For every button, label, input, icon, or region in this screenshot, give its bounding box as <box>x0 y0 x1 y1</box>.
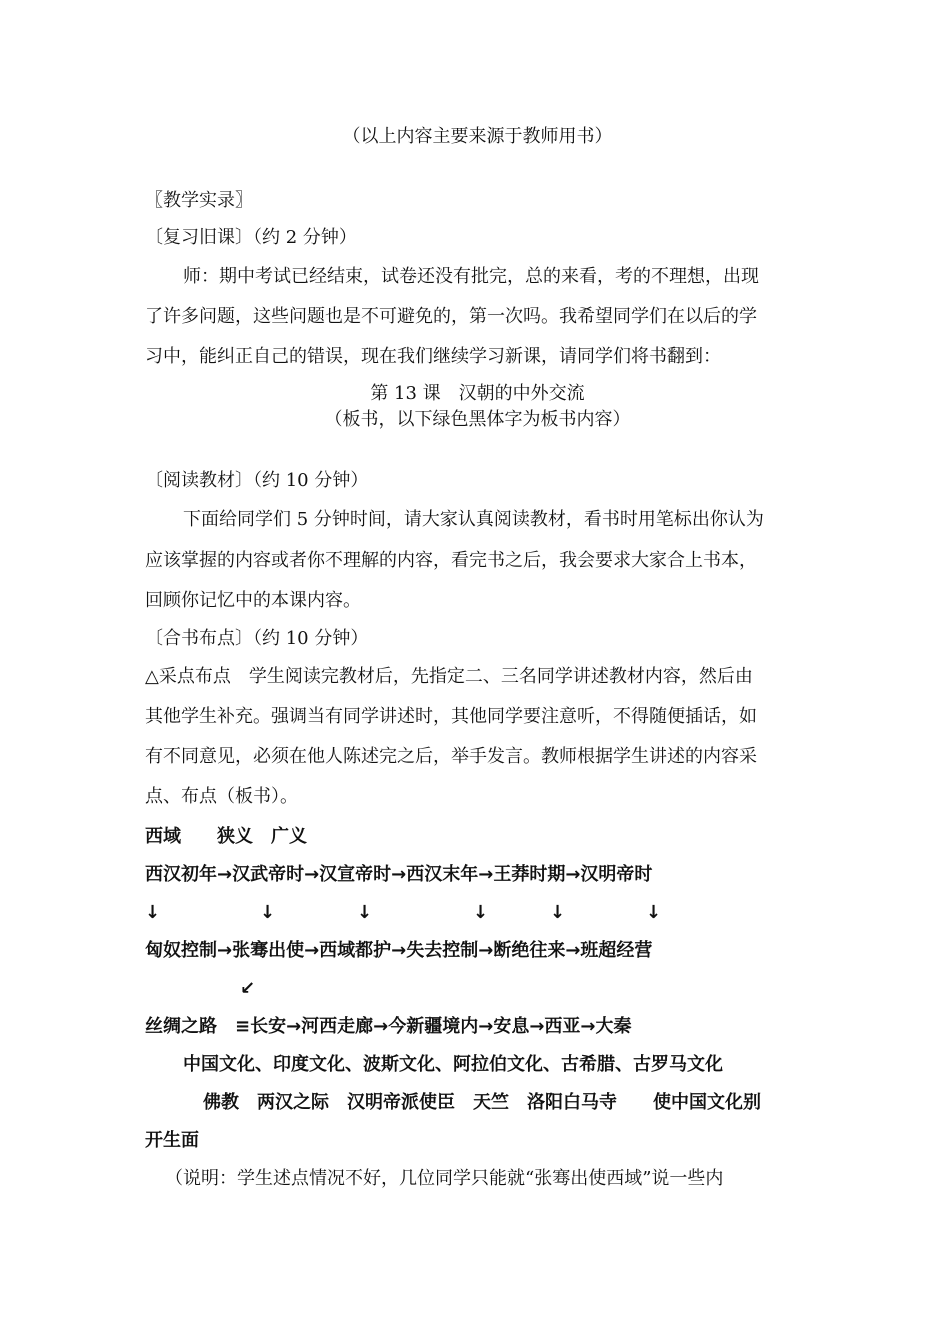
board-arrow-row <box>145 902 810 924</box>
board-line-silk-road: 丝绸之路 ≡长安→河西走廊→今新疆境内→安息→西亚→大秦 <box>145 1016 632 1037</box>
board-line-buddhism-cont: 开生面 <box>145 1130 199 1151</box>
down-arrow-icon: ↓ <box>260 902 276 923</box>
down-arrow-icon: ↓ <box>646 902 662 923</box>
closing-paragraph-line: △采点布点 学生阅读完教材后，先指定二、三名同学讲述教材内容，然后由 <box>145 666 753 687</box>
down-arrow-icon: ↓ <box>145 902 161 923</box>
down-arrow-icon: ↓ <box>473 902 489 923</box>
lesson-title: 第 13 课 汉朝的中外交流 <box>370 383 585 404</box>
board-line-cultures: 中国文化、印度文化、波斯文化、阿拉伯文化、古希腊、古罗马文化 <box>183 1054 723 1075</box>
reading-paragraph-line: 应该掌握的内容或者你不理解的内容，看完书之后，我会要求大家合上书本， <box>145 550 757 571</box>
board-line-western-regions: 西域 狭义 广义 <box>145 826 307 847</box>
closing-paragraph-line: 点、布点（板书）。 <box>145 786 298 807</box>
down-arrow-icon: ↓ <box>357 902 373 923</box>
reading-paragraph-line: 回顾你记忆中的本课内容。 <box>145 590 361 611</box>
explanation-line: （说明：学生述点情况不好，几位同学只能就“张骞出使西域”说一些内 <box>165 1168 724 1189</box>
closing-paragraph-line: 有不同意见，必须在他人陈述完之后，举手发言。教师根据学生讲述的内容采 <box>145 746 757 767</box>
reading-heading: 〔阅读教材〕（约 10 分钟） <box>145 470 369 491</box>
board-line-events: 匈奴控制→张骞出使→西域都护→失去控制→断绝往来→班超经营 <box>145 940 653 961</box>
lesson-note: （板书，以下绿色黑体字为板书内容） <box>324 409 631 430</box>
review-paragraph-line: 习中，能纠正自己的错误，现在我们继续学习新课，请同学们将书翻到： <box>145 346 721 367</box>
review-paragraph-line: 了许多问题，这些问题也是不可避免的，第一次吗。我希望同学们在以后的学 <box>145 306 757 327</box>
board-line-buddhism: 佛教 两汉之际 汉明帝派使臣 天竺 洛阳白马寺 使中国文化别 <box>203 1092 761 1113</box>
review-paragraph-line: 师：期中考试已经结束，试卷还没有批完，总的来看，考的不理想，出现 <box>183 266 759 287</box>
closing-paragraph-line: 其他学生补充。强调当有同学讲述时，其他同学要注意听，不得随便插话，如 <box>145 706 757 727</box>
board-line-periods: 西汉初年→汉武帝时→汉宣帝时→西汉末年→王莽时期→汉明帝时 <box>145 864 653 885</box>
section-title: 〖教学实录〗 <box>145 190 253 211</box>
diagonal-arrow-icon: ↙ <box>240 978 256 999</box>
closing-heading: 〔合书布点〕（约 10 分钟） <box>145 628 369 649</box>
reading-paragraph-line: 下面给同学们 5 分钟时间，请大家认真阅读教材，看书时用笔标出你认为 <box>183 509 764 530</box>
source-note: （以上内容主要来源于教师用书） <box>342 126 613 147</box>
review-heading: 〔复习旧课〕（约 2 分钟） <box>145 227 357 248</box>
down-arrow-icon: ↓ <box>550 902 566 923</box>
